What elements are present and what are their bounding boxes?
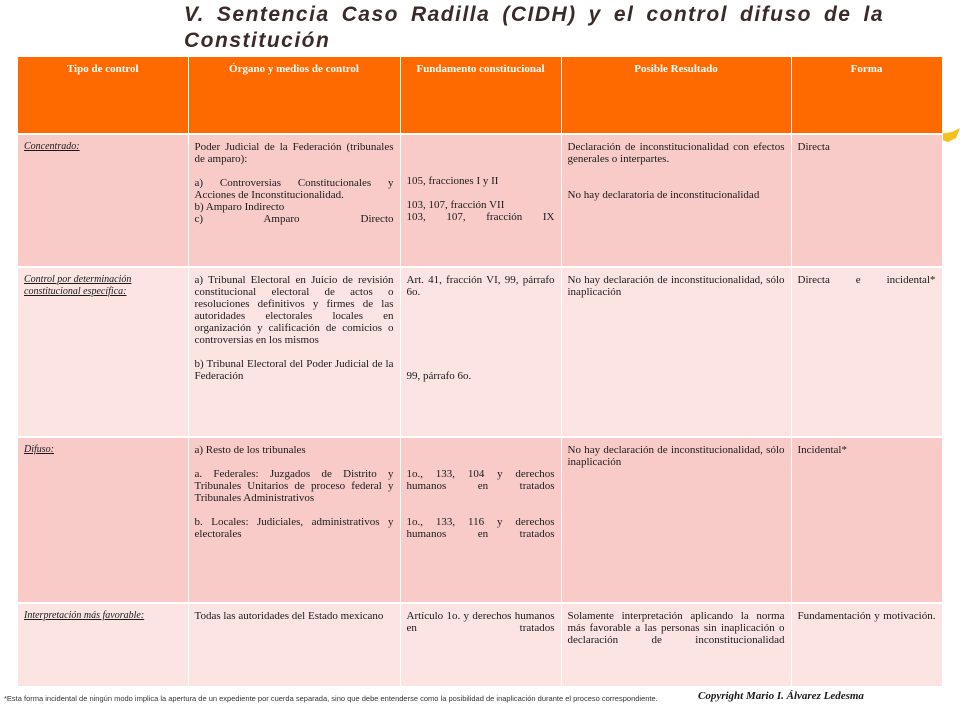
- forma-text: Directa e incidental*: [797, 274, 936, 286]
- fundamento-text: 103, 107, fracción IX: [406, 211, 555, 223]
- resultado-text: No hay declaración de inconstitucionalidad, sólo inaplicación: [567, 274, 785, 298]
- tipo-label: Concentrado:: [24, 141, 80, 152]
- fundamento-text: 105, fracciones I y II: [406, 175, 499, 187]
- cell-tipo: [18, 267, 188, 437]
- fundamento-text: 99, párrafo 6o.: [406, 370, 472, 382]
- cell-tipo: [18, 134, 188, 267]
- cell-fundamento: [400, 267, 561, 437]
- organo-text: b. Locales: Judiciales, administrativos y electorales: [194, 516, 394, 540]
- organo-text: b) Amparo Indirecto: [194, 201, 285, 213]
- fundamento-text: 1o., 133, 104 y derechos humanos en tratados: [406, 468, 555, 492]
- cell-fundamento: [400, 437, 561, 603]
- header-fundamento: Fundamento constitucional: [400, 57, 561, 134]
- cell-resultado: [561, 267, 791, 437]
- header-tipo: Tipo de control: [18, 57, 188, 134]
- table-header-row: [18, 57, 942, 134]
- tipo-label: Difuso:: [24, 444, 54, 455]
- organo-text: a) Resto de los tribunales: [194, 444, 306, 456]
- table-row: [18, 603, 942, 687]
- resultado-text: Solamente interpretación aplicando la norma más favorable a las personas sin inaplicación o declaración de inconstitucionalidad: [567, 610, 785, 646]
- cell-fundamento: [400, 603, 561, 687]
- page-title: V. Sentencia Caso Radilla (CIDH) y el control difuso de la Constitución: [184, 3, 884, 52]
- cell-organo: [188, 267, 400, 437]
- header-resultado: Posible Resultado: [561, 57, 791, 134]
- cell-forma: [791, 603, 942, 687]
- table-row: [18, 134, 942, 267]
- cell-forma: Directa: [791, 134, 942, 267]
- tipo-label: Interpretación más favorable:: [24, 610, 145, 621]
- cell-tipo: [18, 603, 188, 687]
- cell-forma: Incidental*: [791, 437, 942, 603]
- header-organo: Órgano y medios de control: [188, 57, 400, 134]
- cell-resultado: [561, 134, 791, 267]
- copyright: Copyright Mario I. Álvarez Ledesma: [698, 690, 864, 702]
- fundamento-text: Art. 41, fracción VI, 99, párrafo 6o.: [406, 274, 555, 298]
- table-row: [18, 437, 942, 603]
- cell-organo: [188, 437, 400, 603]
- table-row: [18, 267, 942, 437]
- cell-organo: [188, 603, 400, 687]
- fundamento-text: Artículo 1o. y derechos humanos en tratados: [406, 610, 555, 634]
- header-forma: Forma: [791, 57, 942, 134]
- organo-text: Todas las autoridades del Estado mexicano: [194, 610, 384, 622]
- cell-fundamento: [400, 134, 561, 267]
- organo-text: a) Tribunal Electoral en Juicio de revisión constitucional electoral de actos o resoluciones definitivos y firmes de las autoridades electorales locales en organización y calificación de comicios o controversias en los mismos: [194, 274, 394, 346]
- organo-text: b) Tribunal Electoral del Poder Judicial de la Federación: [194, 358, 394, 382]
- resultado-text: No hay declaratoria de inconstitucionalidad: [567, 189, 760, 201]
- footnote: *Esta forma incidental de ningún modo implica la apertura de un expediente por cuerda separada, sino que debe entenderse como la posibilidad de inaplicación durante el proceso correspondiente.: [4, 694, 658, 703]
- organo-text: a. Federales: Juzgados de Distrito y Tribunales Unitarios de proceso federal y Tribunales Administrativos: [194, 468, 394, 504]
- tipo-label: Control por determinación constitucional específica:: [24, 274, 132, 297]
- forma-text: Fundamentación y motivación.: [797, 610, 936, 622]
- resultado-text: Declaración de inconstitucionalidad con efectos generales o interpartes.: [567, 141, 785, 165]
- cell-organo: [188, 134, 400, 267]
- control-table: [18, 57, 943, 688]
- cell-tipo: [18, 437, 188, 603]
- cell-resultado: [561, 603, 791, 687]
- fundamento-text: 1o., 133, 116 y derechos humanos en tratados: [406, 516, 555, 540]
- arrow-decoration-icon: [940, 128, 960, 148]
- organo-text: a) Controversias Constitucionales y Acciones de Inconstitucionalidad.: [194, 177, 394, 201]
- fundamento-text: 103, 107, fracción VII: [406, 199, 505, 211]
- organo-text: Poder Judicial de la Federación (tribunales de amparo):: [194, 141, 394, 165]
- cell-forma: [791, 267, 942, 437]
- cell-resultado: [561, 437, 791, 603]
- organo-text: c) Amparo Directo: [194, 213, 394, 225]
- resultado-text: No hay declaración de inconstitucionalidad, sólo inaplicación: [567, 444, 785, 468]
